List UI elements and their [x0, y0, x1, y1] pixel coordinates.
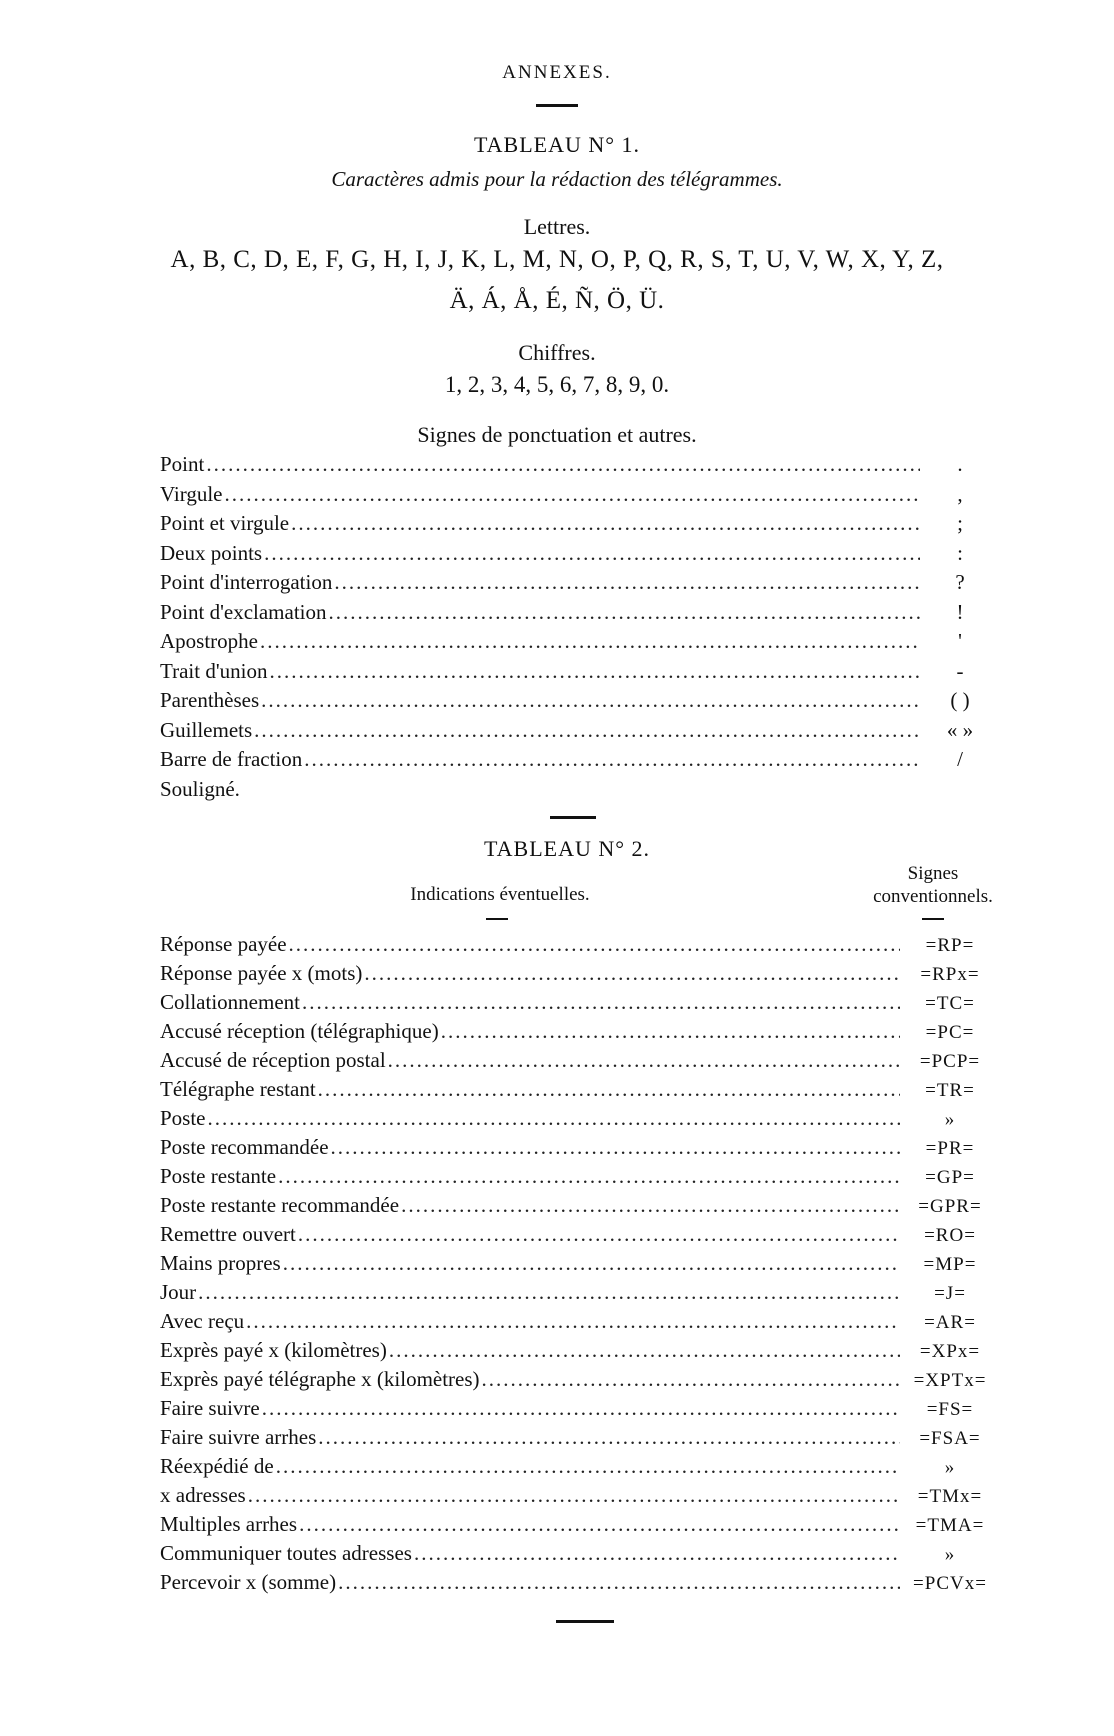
- dot-leader: [482, 1367, 900, 1392]
- conventional-sign: =GP=: [925, 1167, 975, 1188]
- punctuation-row: [160, 629, 1000, 657]
- dot-leader: [318, 1077, 900, 1102]
- punctuation-row: [160, 541, 1000, 569]
- punctuation-label: Deux points: [160, 540, 263, 565]
- conventional-sign: =TC=: [925, 993, 975, 1014]
- indication-row: [160, 1512, 1000, 1540]
- conventional-sign: =FS=: [926, 1399, 974, 1420]
- indication-label: Télégraphe restant: [160, 1077, 316, 1101]
- dot-leader: [269, 659, 920, 684]
- indication-label: Faire suivre: [160, 1396, 260, 1420]
- conventional-sign: »: [944, 1544, 956, 1565]
- indication-row: [160, 1164, 1000, 1192]
- letters-line-2: Ä, Á, Å, É, Ñ, Ö, Ü.: [449, 287, 665, 314]
- indication-row: [160, 1251, 1000, 1279]
- dot-leader: [329, 600, 920, 625]
- indication-row: [160, 1483, 1000, 1511]
- punctuation-row: [160, 718, 1000, 746]
- dot-leader: [262, 1396, 900, 1421]
- conventional-sign: =PCP=: [919, 1051, 981, 1072]
- punctuation-row: [160, 511, 1000, 539]
- dot-leader: [389, 1338, 900, 1363]
- indication-label: Jour: [160, 1280, 197, 1304]
- indication-label: Faire suivre arrhes: [160, 1425, 317, 1449]
- punctuation-label: Trait d'union: [160, 658, 268, 683]
- indication-row: [160, 1367, 1000, 1395]
- column-header-signes-line2: conventionnels.: [873, 886, 993, 907]
- punctuation-label: Souligné.: [160, 776, 240, 801]
- dot-leader: [261, 688, 920, 713]
- indication-row: [160, 1019, 1000, 1047]
- conventional-sign: =PCVx=: [913, 1573, 987, 1594]
- dot-leader: [278, 1164, 900, 1189]
- dot-leader: [225, 482, 920, 507]
- indication-label: Percevoir x (somme): [160, 1570, 337, 1594]
- indication-label: x adresses: [160, 1483, 246, 1507]
- column-dash-right: [922, 918, 944, 920]
- punctuation-label: Barre de fraction: [160, 747, 303, 771]
- conventional-sign: =TMx=: [917, 1486, 983, 1507]
- indication-label: Réexpédié de: [160, 1454, 274, 1478]
- divider-middle: [550, 816, 596, 819]
- indication-row: [160, 1425, 1000, 1453]
- dot-leader: [388, 1048, 900, 1073]
- punctuation-label: Point: [160, 452, 205, 476]
- indication-row: [160, 1541, 1000, 1569]
- chiffres-heading: Chiffres.: [518, 340, 596, 365]
- indication-row: [160, 1222, 1000, 1250]
- indication-label: Exprès payé télégraphe x (kilomètres): [160, 1367, 480, 1391]
- indication-label: Avec reçu: [160, 1309, 245, 1333]
- punctuation-sign: ': [958, 629, 962, 653]
- indication-row: [160, 1570, 1000, 1598]
- dot-leader: [283, 1251, 900, 1276]
- indication-label: Réponse payée: [160, 932, 287, 956]
- punctuation-sign: .: [957, 452, 963, 476]
- tableau1-subtitle: Caractères admis pour la rédaction des télégrammes.: [331, 167, 783, 191]
- dot-leader: [441, 1019, 900, 1044]
- conventional-sign: =RP=: [925, 935, 975, 956]
- punctuation-sign: ;: [957, 511, 963, 535]
- indication-label: Poste recommandée: [160, 1135, 329, 1159]
- column-dash-left: [486, 918, 508, 920]
- punctuation-label: Guillemets: [160, 717, 253, 742]
- indication-label: Remettre ouvert: [160, 1222, 296, 1246]
- indication-label: Multiples arrhes: [160, 1512, 298, 1536]
- indication-row: [160, 1193, 1000, 1221]
- punctuation-sign: /: [957, 747, 963, 771]
- digits-line: 1, 2, 3, 4, 5, 6, 7, 8, 9, 0.: [444, 372, 670, 397]
- punctuation-sign: ( ): [950, 688, 970, 712]
- indication-label: Communiquer toutes adresses: [160, 1541, 412, 1565]
- punctuation-label: Apostrophe: [160, 629, 258, 653]
- dot-leader: [318, 1425, 900, 1450]
- punctuation-row: [160, 659, 1000, 687]
- dot-leader: [198, 1280, 900, 1305]
- indication-label: Poste restante: [160, 1164, 277, 1188]
- indication-row: [160, 1048, 1000, 1076]
- tableau2-title: TABLEAU N° 2.: [483, 836, 651, 861]
- divider-top: [536, 104, 578, 107]
- dot-leader: [298, 1222, 900, 1247]
- indication-label: Collationnement: [160, 990, 300, 1014]
- conventional-sign: =AR=: [924, 1312, 976, 1333]
- conventional-sign: =MP=: [923, 1254, 977, 1275]
- conventional-sign: =GPR=: [918, 1196, 982, 1217]
- punctuation-row: [160, 777, 1000, 805]
- annexes-heading: ANNEXES.: [502, 62, 612, 83]
- indication-row: [160, 990, 1000, 1018]
- conventional-sign: =XPTx=: [913, 1370, 987, 1391]
- indication-row: [160, 1280, 1000, 1308]
- dot-leader: [401, 1193, 900, 1218]
- dot-leader: [331, 1135, 900, 1160]
- conventional-sign: =FSA=: [919, 1428, 981, 1449]
- column-header-signes-line1: Signes: [907, 863, 959, 884]
- indication-row: [160, 1309, 1000, 1337]
- indication-row: [160, 1077, 1000, 1105]
- dot-leader: [414, 1541, 900, 1566]
- dot-leader: [246, 1309, 900, 1334]
- dot-leader: [302, 990, 900, 1015]
- punctuation-sign: !: [956, 599, 964, 624]
- indication-row: [160, 1454, 1000, 1482]
- dot-leader: [260, 629, 920, 654]
- conventional-sign: »: [944, 1457, 956, 1478]
- column-header-indications: Indications éventuelles.: [410, 884, 590, 905]
- dot-leader: [338, 1570, 900, 1595]
- punctuation-label: Point d'exclamation: [160, 599, 327, 624]
- dot-leader: [208, 1106, 900, 1131]
- dot-leader: [304, 747, 920, 772]
- indication-label: Réponse payée x (mots): [160, 961, 363, 985]
- dot-leader: [206, 452, 920, 477]
- indication-row: [160, 1396, 1000, 1424]
- indication-label: Poste: [160, 1106, 206, 1130]
- punctuation-row: [160, 570, 1000, 598]
- indication-row: [160, 1338, 1000, 1366]
- punctuation-row: [160, 452, 1000, 480]
- indication-label: Mains propres: [160, 1251, 281, 1275]
- punctuation-row: [160, 600, 1000, 628]
- punctuation-row: [160, 482, 1000, 510]
- indication-row: [160, 961, 1000, 989]
- indication-label: Poste restante recommandée: [160, 1193, 400, 1217]
- indication-label: Exprès payé x (kilomètres): [160, 1338, 387, 1362]
- dot-leader: [264, 541, 920, 566]
- conventional-sign: »: [944, 1109, 956, 1130]
- punctuation-row: [160, 747, 1000, 775]
- punctuation-sign: -: [956, 658, 964, 683]
- divider-bottom: [556, 1620, 614, 1623]
- tableau1-title: TABLEAU N° 1.: [473, 132, 641, 157]
- conventional-sign: =RO=: [924, 1225, 976, 1246]
- dot-leader: [248, 1483, 900, 1508]
- indication-label: Accusé de réception postal: [160, 1048, 386, 1072]
- conventional-sign: =XPx=: [919, 1341, 981, 1362]
- indication-row: [160, 932, 1000, 960]
- punctuation-label: Parenthèses: [160, 688, 260, 712]
- conventional-sign: =PR=: [925, 1138, 975, 1159]
- dot-leader: [364, 961, 900, 986]
- lettres-heading: Lettres.: [523, 214, 591, 239]
- indication-row: [160, 1106, 1000, 1134]
- conventional-sign: =PC=: [925, 1022, 975, 1043]
- dot-leader: [334, 570, 920, 595]
- dot-leader: [299, 1512, 900, 1537]
- punctuation-row: [160, 688, 1000, 716]
- dot-leader: [291, 511, 920, 536]
- conventional-sign: =TR=: [925, 1080, 975, 1101]
- column-header-signes: [848, 862, 1018, 908]
- punctuation-label: Point et virgule: [160, 511, 290, 535]
- punctuation-sign: « »: [946, 717, 974, 742]
- conventional-sign: =RPx=: [920, 964, 980, 985]
- conventional-sign: =TMA=: [915, 1515, 985, 1536]
- dot-leader: [289, 932, 900, 957]
- dot-leader: [254, 718, 920, 743]
- punctuation-sign: ?: [955, 570, 965, 594]
- punctuation-sign: :: [957, 540, 963, 565]
- indication-label: Accusé réception (télégraphique): [160, 1019, 439, 1043]
- dot-leader: [276, 1454, 900, 1479]
- indication-row: [160, 1135, 1000, 1163]
- punctuation-label: Point d'interrogation: [160, 570, 333, 594]
- letters-line-1: A, B, C, D, E, F, G, H, I, J, K, L, M, N, O, P, Q, R, S, T, U, V, W, X, Y, Z,: [170, 246, 944, 273]
- punctuation-label: Virgule: [160, 481, 223, 506]
- signes-heading: Signes de ponctuation et autres.: [417, 422, 697, 447]
- conventional-sign: =J=: [934, 1283, 966, 1304]
- punctuation-sign: ,: [957, 481, 963, 506]
